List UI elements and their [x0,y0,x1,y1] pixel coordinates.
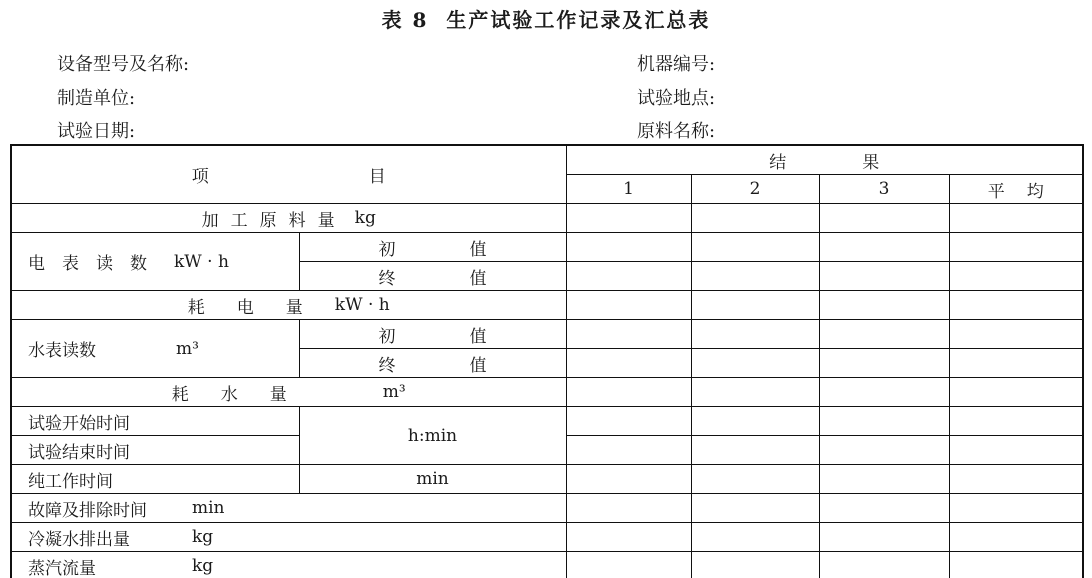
result-cell [819,436,949,465]
row-label: 故障及排除时间 [28,500,147,521]
item-column-header [11,145,566,204]
result-col-3-header: 3 [819,175,949,204]
result-cell [566,378,691,407]
result-cell [566,291,691,320]
result-cell [691,523,819,552]
row-unit: m³ [176,338,199,359]
result-cell [949,349,1083,378]
row-label: 冷凝水排出量 [28,529,130,550]
sub-item-cell [299,320,566,349]
item-cell: 试验结束时间 [11,436,299,465]
initial-value-label: 初值 [378,239,561,260]
row-unit: kg [192,556,214,576]
result-cell [691,465,819,494]
result-cell [819,349,949,378]
result-cell [566,349,691,378]
field-manufacturer: 制造单位: [57,88,136,109]
result-cell [566,552,691,578]
result-cell [949,262,1083,291]
row-unit: m³ [382,382,406,402]
result-cell [566,407,691,436]
page-title: 表 8 生产试验工作记录及汇总表 [381,8,711,32]
result-cell [819,262,949,291]
unit-cell: min [299,465,566,494]
result-cell [949,552,1083,578]
row-net-working-time [11,465,1083,494]
row-label: 加工原料量 [201,210,347,231]
result-cell [566,233,691,262]
item-cell [11,204,566,233]
item-cell: 试验开始时间 [11,407,299,436]
result-cell [949,523,1083,552]
result-cell [691,349,819,378]
row-label: 水表读数 [28,341,96,361]
result-cell [566,465,691,494]
result-cell [949,320,1083,349]
result-cell [949,436,1083,465]
result-cell [819,291,949,320]
row-fault-and-removal-time [11,494,1083,523]
result-cell [691,233,819,262]
row-unit: kg [354,208,376,228]
result-cell [691,494,819,523]
result-cell [691,436,819,465]
result-cell [691,378,819,407]
result-cell [566,262,691,291]
row-label: 蒸汽流量 [28,558,96,578]
item-cell [11,494,566,523]
item-cell: 纯工作时间 [11,465,299,494]
result-cell [691,552,819,578]
result-cell [566,320,691,349]
row-steam-flow [11,552,1083,578]
result-cell [949,204,1083,233]
initial-value-label: 初值 [378,326,561,347]
row-unit: kW · h [174,251,229,272]
field-test-location: 试验地点: [637,88,716,109]
row-unit: kg [192,527,214,547]
result-cell [691,262,819,291]
result-cell [819,204,949,233]
field-test-date: 试验日期: [57,121,136,142]
row-condensate-discharge [11,523,1083,552]
sub-item-cell [299,349,566,378]
result-cell [566,494,691,523]
result-cell [691,204,819,233]
item-cell [11,291,566,320]
result-cell [819,552,949,578]
header-row-1 [11,145,1083,175]
row-unit: kW · h [334,295,390,315]
row-electric-meter-initial [11,233,1083,262]
result-cell [819,407,949,436]
row-label: 电表读数 [28,254,164,274]
result-cell [819,320,949,349]
result-header-label: 结果 [769,152,956,173]
row-unit: min [192,498,225,518]
row-water-meter-initial [11,320,1083,349]
result-cell [819,378,949,407]
result-cell [819,465,949,494]
final-value-label: 终值 [378,355,561,376]
result-cell [566,523,691,552]
result-cell [691,320,819,349]
result-col-1-header: 1 [566,175,691,204]
field-raw-material-name: 原料名称: [637,121,716,142]
record-table-wrapper [10,144,1084,578]
result-cell [566,204,691,233]
final-value-label: 终值 [378,268,561,289]
item-cell [11,523,566,552]
sub-item-cell [299,262,566,291]
result-cell [819,233,949,262]
row-label: 耗水量 [171,384,319,405]
result-column-header [566,145,1083,175]
field-machine-number: 机器编号: [637,54,716,75]
row-label: 耗电量 [187,297,335,318]
result-cell [949,233,1083,262]
result-cell [566,436,691,465]
result-cell [949,291,1083,320]
result-cell [691,407,819,436]
sub-item-cell [299,233,566,262]
item-cell [11,378,566,407]
item-cell [11,552,566,578]
result-cell [949,465,1083,494]
result-cell [949,378,1083,407]
record-table [10,144,1084,578]
item-header-label: 项目 [191,167,546,187]
result-cell [949,407,1083,436]
item-cell [11,233,299,291]
row-water-consumption [11,378,1083,407]
row-processed-raw-material [11,204,1083,233]
item-cell [11,320,299,378]
row-test-start-time [11,407,1083,436]
result-col-avg-header [949,175,1083,204]
result-cell [949,494,1083,523]
avg-header-label: 平均 [987,181,1066,202]
result-cell [819,494,949,523]
result-cell [691,291,819,320]
row-power-consumption [11,291,1083,320]
field-device-model-name: 设备型号及名称: [57,54,190,75]
result-col-2-header: 2 [691,175,819,204]
result-cell [819,523,949,552]
time-unit-cell: h:min [299,407,566,465]
